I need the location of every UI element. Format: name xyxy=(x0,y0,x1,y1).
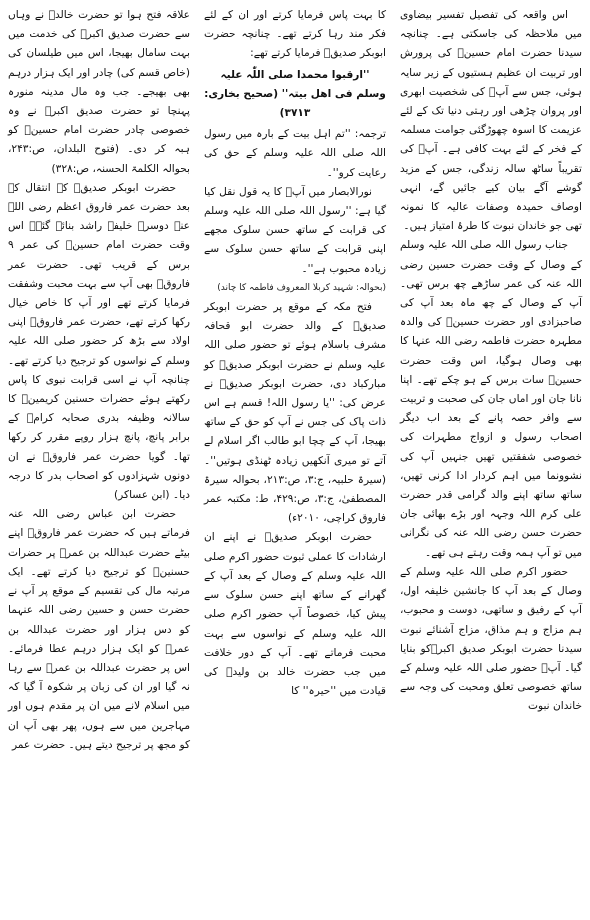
paragraph: جناب رسول اللہ صلی اللہ علیہ وسلم کے وصال کے وقت حضرت حسین رضی اللہ عنہ کی عمر ساڑھے چھ برس تھی۔ آپ کے وصال کے چھ ماہ بعد آپ کی صاحبزادی اور حضرت حسینؓ کی والدہ مطہرہ حضرت فاطمہ رضی اللہ عنہا کا بھی وصال ہوگیا، اس وقت حضرت حسینؓ سات برس کے ہو چکے تھے۔ اپنا نانا جان اور اماں جان کی صحبت و تربیت سے وافر حصہ پانے کے بعد اب دیگر اصحاب رسول و ازواج مطہرات کی خصوصی شفقتیں تھیں جنہیں آپ کی نشوونما میں اہم کردار ادا کرنی تھیں، ساتھ ساتھ اپنے والد گرامی قدر حضرت علی کرم اللہ وجہہ اور بڑے بھائی جان حضرت حسن رضی اللہ عنہ کی نگرانی میں تو آپ ہمہ وقت رہتے ہی تھے۔ xyxy=(400,239,582,559)
paragraph: حضور اکرم صلی اللہ علیہ وسلم کے وصال کے بعد آپ کا جانشین خلیفہ اول، آپ کے رفیق و ساتھی، دوست و محبوب، ہم مزاج و ہم مذاق، مزاج آشنائے نبوت سیدنا حضرت ابوبکر صدیق اکبرؓکو بنایا گیا۔ آپؓ حضور صلی اللہ علیہ وسلم کے ساتھ خصوصی تعلق ومحبت کی وجہ سے خاندان نبوت xyxy=(400,565,582,713)
text-column-left xyxy=(6,6,192,916)
paragraph: اس واقعہ کی تفصیل تفسیر بیضاوی میں ملاحظہ کی جاسکتی ہے۔ چنانچہ سیدنا حضرت امام حسینؓ کی پرورش اور تربیت ان عظیم ہستیوں کے زیر سایہ ہوئی، جس سے آپؓ کی شخصیت ابھری اور پروان چڑھی اور رہتی دنیا تک کے لئے عزیمت کا اسوہ چھوڑگئی جوامت مسلمہ کے فخر کے لئے بہت کافی ہے۔ آپؓ کی تقریباً ساٹھ سالہ زندگی، جس کے مزید گوشے آگے بیان کیے جائیں گے، انہی اوصاف حمیدہ وصفات عالیہ کا نمونہ تھی جو خاندان نبوت کا طرۂ امتیاز ہیں۔ xyxy=(400,9,582,233)
paragraph: علاقہ فتح ہوا تو حضرت خالدؓ نے وہاں سے حضرت صدیق اکبرؓ کی خدمت میں بہت سامال بھیجا، اس میں طیلسان کی (خاص قسم کی) چادر اور ایک ہزار درہم بھی بھیجے۔ جب وہ مال مدینہ منورہ پہنچا تو حضرت صدیق اکبرؓ نے وہ خصوصی چادر حضرت امام حسینؓ کو ہبہ کر دی۔ (فتوح البلدان، ص:۲۴۳، بحوالہ الکلمۃ الحسنہ، ص:۳۲۸) xyxy=(8,9,190,175)
arabic-quote: ''ارقبوا محمدا صلی اللّٰہ علیہ وسلم فی اھل بیتہ'' (صحیح بخاری: ۳۷۱۳) xyxy=(204,68,386,120)
paragraph: حضرت ابوبکر صدیقؓ کے انتقال کے بعد حضرت عمر فاروق اعظم رضی اللہ عنہ دوسرے خلیفہ راشد بنائے گئے۔ اس وقت حضرت امام حسینؓ کی عمر ۹ برس کے قریب تھی۔ حضرت عمر فاروقؓ بھی آپ سے بہت محبت وشفقت فرمایا کرتے تھے اور آپ کا خاص خیال رکھا کرتے تھے، حضرت عمر فاروقؓ اپنی اولاد سے بڑھ کر حضور صلی اللہ علیہ وسلم کے نواسوں کو ترجیح دیا کرتے تھے۔ چنانچہ آپ نے اسی قرابت نبوی کا پاس رکھتے ہوئے حضرات حسنین کریمینؓ کا سالانہ وظیفہ بدری صحابہ کرامؓ کے برابر پانچ، پانچ ہزار روپے مقرر کر رکھا تھا۔ گویا حضرت عمر فاروقؓ نے ان دونوں شہزادوں کو اصحاب بدر کا درجہ دیا۔ (ابن عساکر) xyxy=(8,181,190,502)
paragraph: فتح مکہ کے موقع پر حضرت ابوبکر صدیقؓ کے والد حضرت ابو قحافہ مشرف باسلام ہوئے تو حضور صلی اللہ علیہ وسلم نے حضرت ابوبکر صدیقؓ کو مبارکباد دی، حضرت ابوبکر صدیقؓ نے عرض کی: ''یا رسول اللہ! قسم ہے اس ذات پاک کی جس نے آپ کو حق کے ساتھ بھیجا، آپ کے چچا ابو طالب اگر اسلام لے آتے تو میری آنکھیں زیادہ ٹھنڈی ہوتیں''۔ (سیرۃ حلبیہ، ج:۳، ص:۲۱۳، بحوالہ سیرۃ المصطفیٰ، ج:۳، ص:۴۲۹، ط: مکتبہ عمر فاروق کراچی، ۲۰۱۰ء) xyxy=(204,301,387,525)
reference: (بحوالہ: شہید کربلا المعروف فاطمہ کا چاند) xyxy=(217,282,386,293)
paragraph: حضرت ابوبکر صدیقؓ نے اپنے ان ارشادات کا عملی ثبوت حضور اکرم صلی اللہ علیہ وسلم کے وصال کے بعد آپ کے گھرانے کے ساتھ اپنے حسن سلوک سے پیش کیا، خصوصاً آپ حضور اکرم صلی اللہ علیہ وسلم کے نواسوں سے بہت محبت فرماتے تھے۔ آپ کے دور خلافت میں جب حضرت خالد بن ولیدؓ کی قیادت میں ''حیرہ'' کا xyxy=(204,531,386,698)
paragraph: نورالابصار میں آپؓ کا یہ قول نقل کیا گیا ہے: ''رسول اللہ صلی اللہ علیہ وسلم کی قرابت کے ساتھ حسن سلوک مجھے اپنی قرابت کے ساتھ حسن سلوک سے زیادہ محبوب ہے''۔ xyxy=(204,185,386,275)
translation: ترجمہ: ''تم اہل بیت کے بارہ میں رسول اللہ صلی اللہ علیہ وسلم کے حق کی رعایت کرو''۔ xyxy=(204,128,386,179)
paragraph: کا بہت پاس فرمایا کرتے اور ان کے لئے فکر مند رہا کرتے تھے۔ چنانچہ حضرت ابوبکر صدیقؓ فرمایا کرتے تھے: xyxy=(204,9,386,60)
text-column-right xyxy=(398,6,584,916)
text-column-middle xyxy=(202,6,388,916)
paragraph: حضرت ابن عباس رضی اللہ عنہ فرماتے ہیں کہ حضرت عمر فاروقؓ اپنے بیٹے حضرت عبداللہ بن عمرؓ پر حضرات حسنینؓ کو ترجیح دیا کرتے تھے۔ ایک مرتبہ مال کی تقسیم کے موقع پر آپ نے حضرت حسن و حسین رضی اللہ عنہما کو دس ہزار اور حضرت عبداللہ بن عمرؓ کو ایک ہزار درہم عطا فرمائے۔ اس پر حضرت عبداللہ بن عمرؓ سے رہا نہ گیا اور ان کی زبان پر شکوہ آ گیا کہ میں اسلام لانے میں ان پر مقدم ہوں اور مہاجرین میں سے ہوں، پھر بھی آپ ان کو مجھ پر ترجیح دیتے ہیں۔ حضرت عمر xyxy=(8,508,190,751)
